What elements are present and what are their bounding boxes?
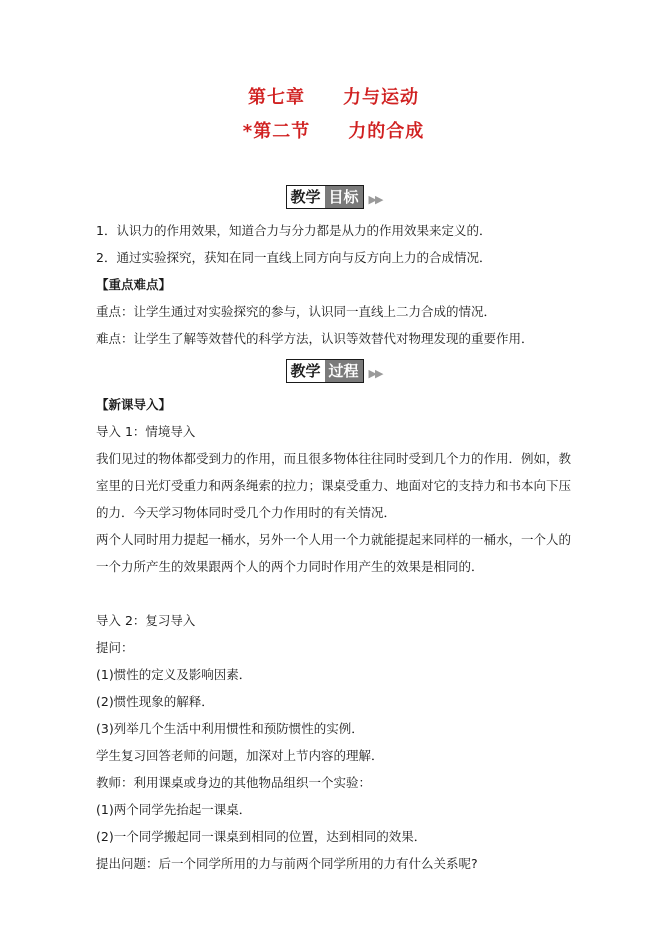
key-point-line: 重点：让学生通过对实验探究的参与，认识同一直线上二力合成的情况． [96, 304, 497, 319]
final-question-line: 提出问题：后一个同学所用的力与前两个同学所用的力有什么关系呢? [96, 856, 478, 871]
question-item-1: (1)惯性的定义及影响因素． [96, 667, 252, 682]
key-points-heading: 【重点难点】 [96, 277, 172, 292]
process-tab [286, 359, 364, 383]
double-arrow-icon: ▶▶ [368, 367, 382, 380]
spacer [96, 580, 571, 607]
double-arrow-icon: ▶▶ [368, 193, 382, 206]
new-lesson-heading: 【新课导入】 [96, 397, 172, 412]
chapter-title: 第七章 力与运动 [248, 87, 419, 108]
objectives-tab-label: 目标 [325, 186, 363, 208]
ask-label: 提问： [96, 640, 134, 655]
experiment-step-2: (2)一个同学搬起同一课桌到相同的位置，达到相同的效果． [96, 829, 427, 844]
objectives-header [96, 185, 571, 209]
intro1-title: 导入 1：情境导入 [96, 424, 196, 439]
intro2-title: 导入 2：复习导入 [96, 613, 196, 628]
difficult-point-line: 难点：让学生了解等效替代的科学方法，认识等效替代对物理发现的重要作用． [96, 331, 534, 346]
experiment-step-1: (1)两个同学先抬起一课桌． [96, 802, 252, 817]
question-item-2: (2)惯性现象的解释． [96, 694, 214, 709]
objectives-tab [286, 185, 364, 209]
teacher-line: 教师：利用课桌或身边的其他物品组织一个实验： [96, 775, 372, 790]
objective-item-2: 2．通过实验探究，获知在同一直线上同方向与反方向上力的合成情况． [96, 250, 492, 265]
process-tab-prefix: 教学 [287, 360, 325, 382]
question-item-3: (3)列举几个生活中利用惯性和预防惯性的实例． [96, 721, 364, 736]
process-header [96, 359, 571, 383]
student-review-line: 学生复习回答老师的问题，加深对上节内容的理解． [96, 748, 384, 763]
objective-item-1: 1．认识力的作用效果，知道合力与分力都是从力的作用效果来定义的． [96, 223, 492, 238]
process-tab-label: 过程 [325, 360, 363, 382]
intro1-paragraph-2: 两个人同时用力提起一桶水，另外一个人用一个力就能提起来同样的一桶水，一个人的一个力所产生的效果跟两个人的两个力同时作用产生的效果是相同的． [96, 532, 572, 574]
objectives-tab-prefix: 教学 [287, 186, 325, 208]
intro1-paragraph-1: 我们见过的物体都受到力的作用，而且很多物体往往同时受到几个力的作用．例如，教室里的日光灯受重力和两条绳索的拉力；课桌受重力、地面对它的支持力和书本向下压的力．今天学习物体同时受几个力作用时的有关情况． [96, 451, 572, 520]
section-title: *第二节 力的合成 [242, 121, 425, 142]
